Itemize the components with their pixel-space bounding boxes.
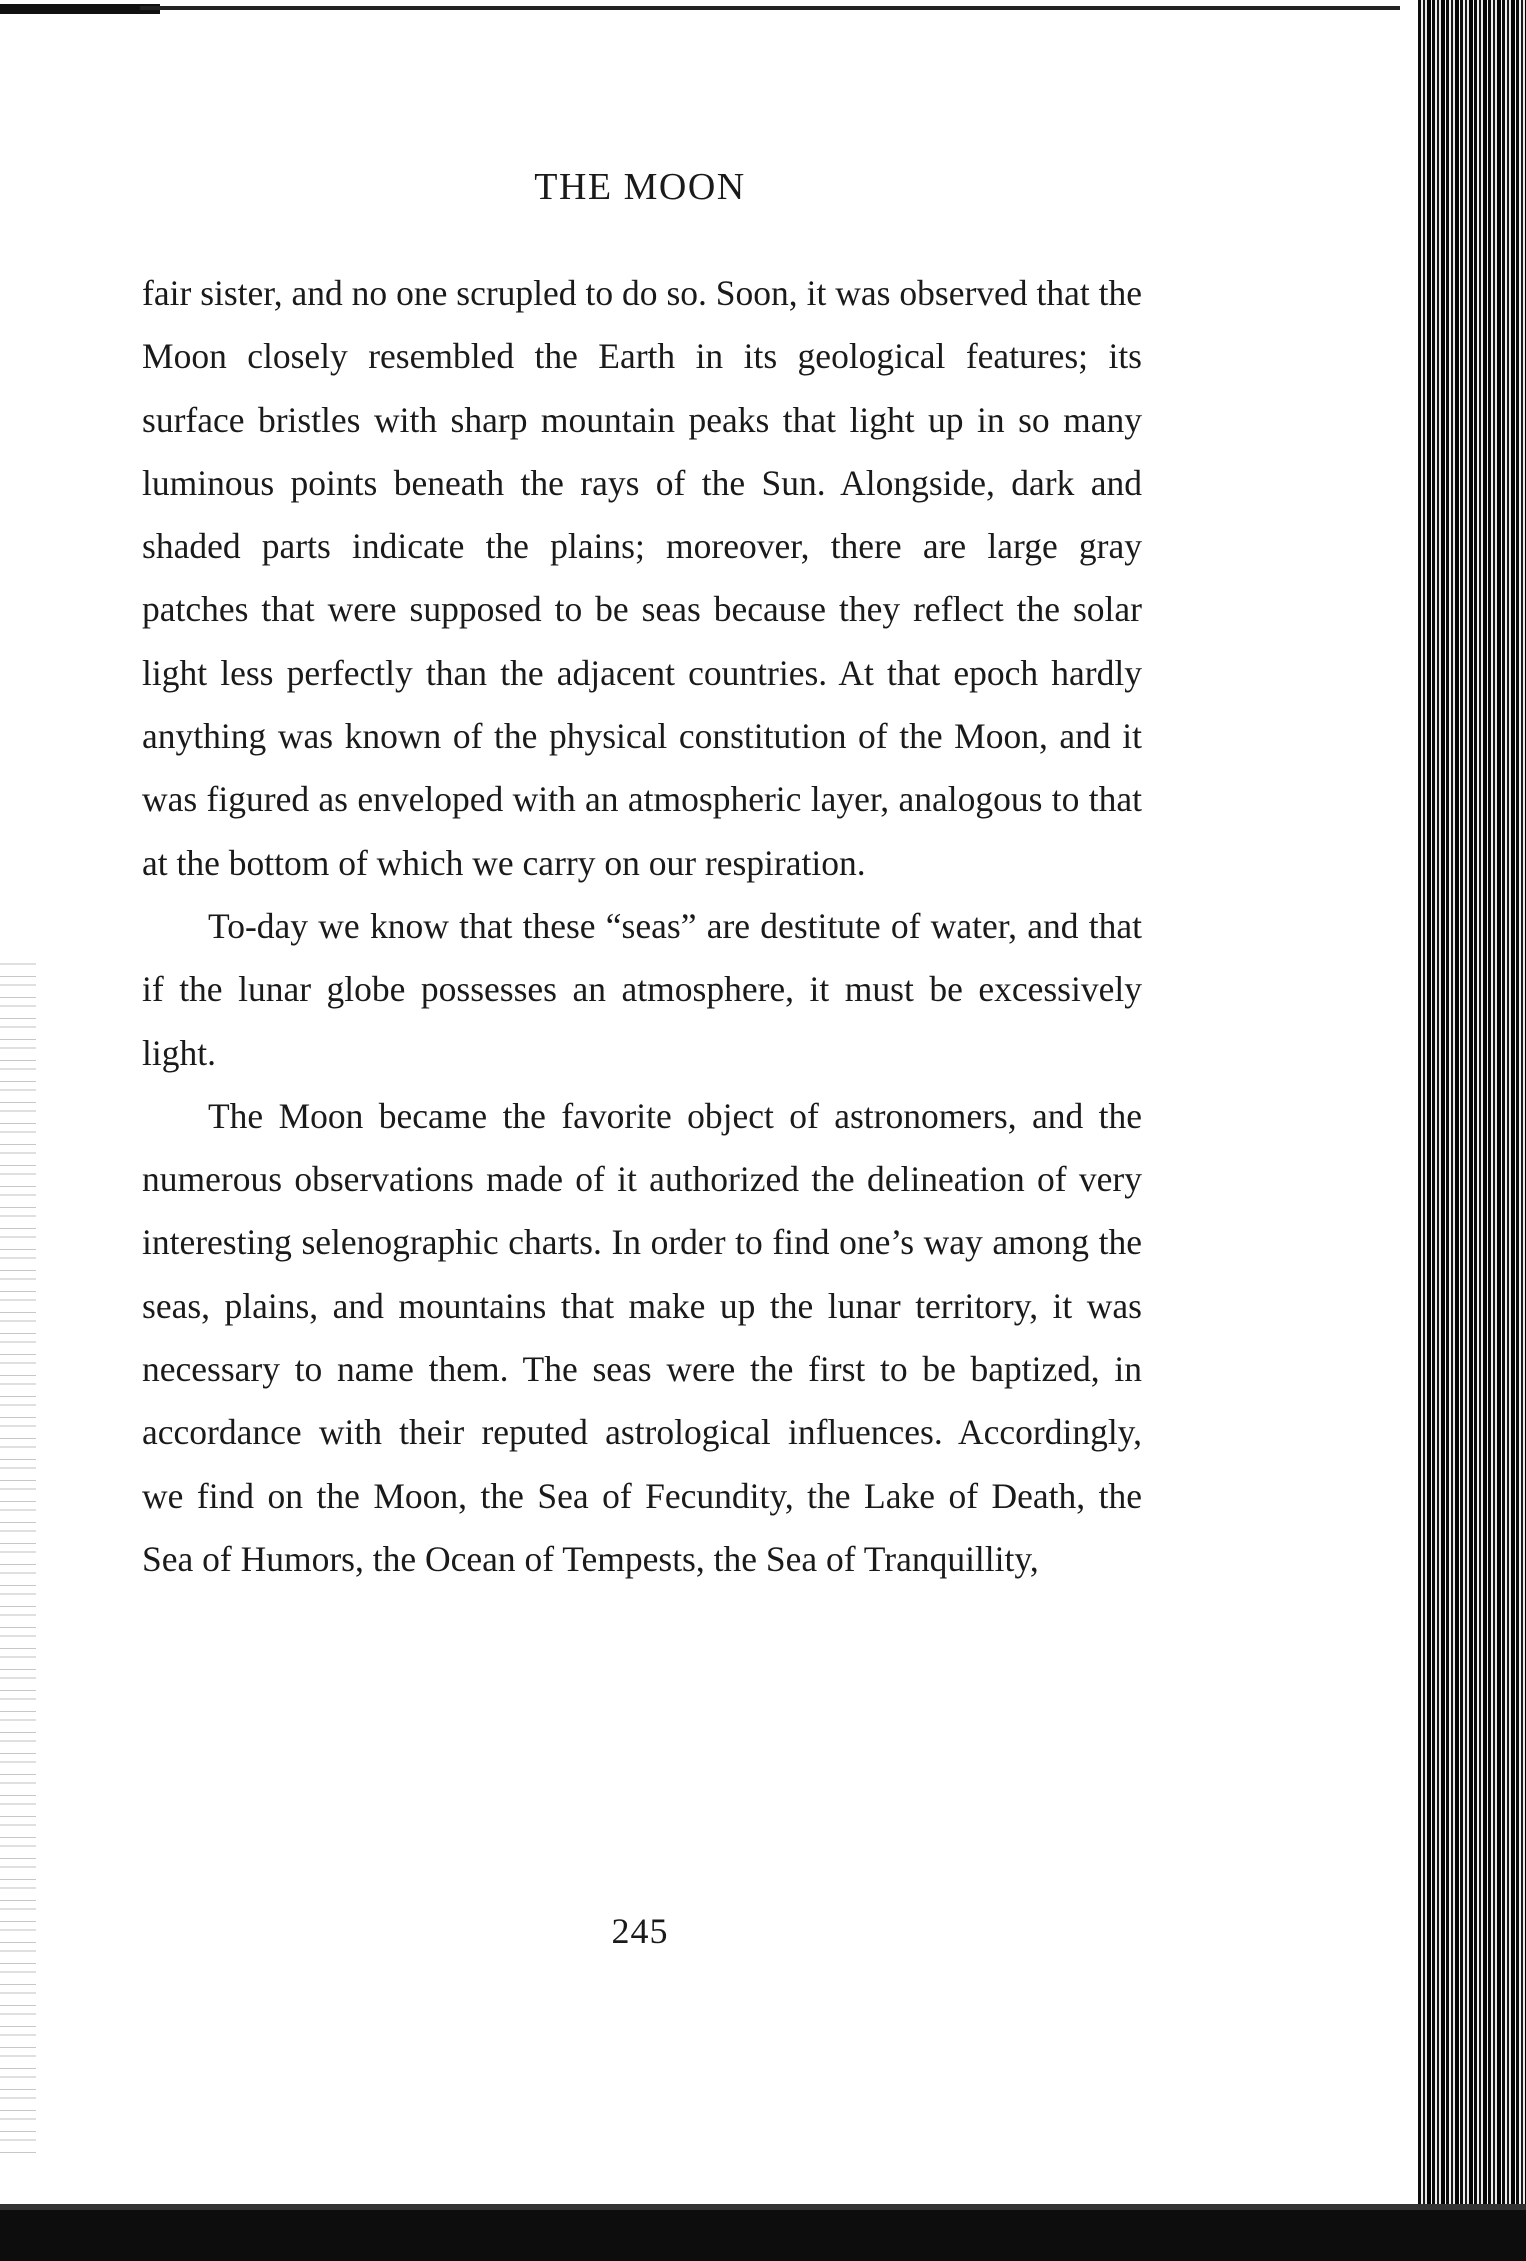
scan-gutter-speckle: [0, 960, 36, 2160]
top-rule-thin: [140, 6, 1400, 10]
paragraph-continued: fair sister, and no one scrupled to do so. Soon, it was observed that the Moon closely resembled the Earth in its geological features; its surface bristles with sharp mountain peaks that light up in so many luminous points beneath the rays of the Sun. Alongside, dark and shaded parts indicate the plains; moreover, there are large gray patches that were supposed to be seas because they reflect the solar light less perfectly than the adjacent countries. At that epoch hardly anything was known of the physical constitution of the Moon, and it was figured as enveloped with an atmospheric layer, analogous to that at the bottom of which we carry on our respiration.: [142, 273, 1142, 883]
body-text: [142, 262, 1142, 1591]
bottom-scan-band: [0, 2204, 1526, 2261]
running-head: THE MOON: [534, 166, 746, 208]
top-rule-thick: [0, 4, 160, 14]
bottom-scan-band-edge: [0, 2204, 1526, 2210]
book-page-edge: [1418, 0, 1526, 2261]
top-rule: [0, 0, 1400, 26]
page-number: 245: [611, 1911, 669, 1951]
paragraph-seas: To-day we know that these “seas” are destitute of water, and that if the lunar globe possesses an atmosphere, it must be excessively light.: [142, 905, 1142, 1073]
paragraph-astronomers: The Moon became the favorite object of astronomers, and the numerous observations made of it authorized the delineation of very interesting selenographic charts. In order to find one’s way among the seas, plains, and mountains that make up the lunar territory, it was necessary to name them. The seas were the first to be baptized, in accordance with their reputed astrological influences. Accordingly, we find on the Moon, the Sea of Fecundity, the Lake of Death, the Sea of Humors, the Ocean of Tempests, the Sea of Tranquillity,: [142, 1095, 1142, 1579]
